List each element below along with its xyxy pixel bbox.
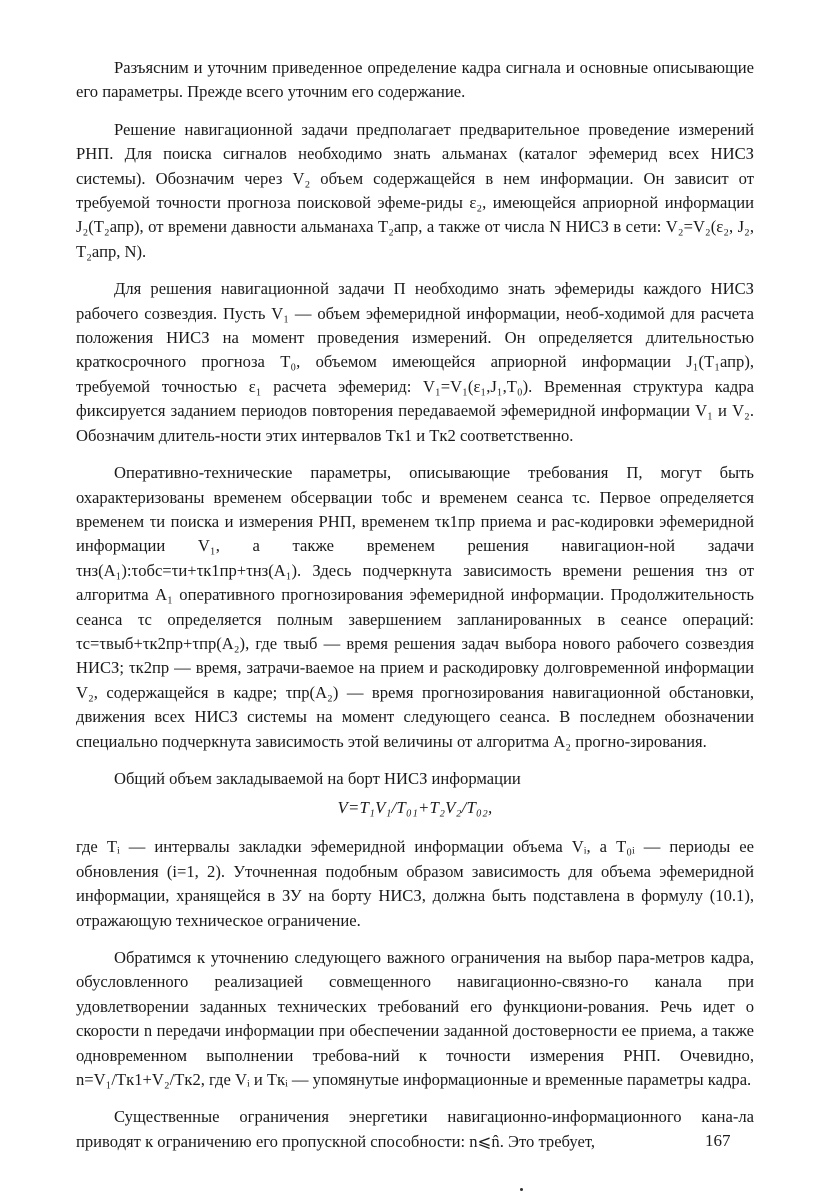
paragraph-rate-constraint: Обратимся к уточнению следующего важного ограничения на выбор пара-метров кадра, обусловленного реализацией совмещенного навигационно-связно-го канала при удовлетворении заданных технических требований его функциони-рования. Речь идет о скорости n передачи информации при обеспечении заданной достоверности ее приема, а также одновременном выполнении требова-ний к точности измерения РНП. Очевидно, n=V₁/Tк1+V₂/Tк2, где Vᵢ и Tкᵢ — упомянутые информационные и временные параметры кадра.	[76, 948, 754, 1090]
paragraph-ephemeris: Для решения навигационной задачи П необходимо знать эфемериды каждого НИСЗ рабочего созвездия. Пусть V₁ — объем эфемеридной информации, необ-ходимой для расчета положения НИСЗ на момент проведения измерений. Он определяется длительностью краткосрочного прогноза T₀, объемом имеющейся априорной информации J₁(T₁апр), требуемой точностью ε₁ расчета эфемерид: V₁=V₁(ε₁,J₁,T₀). Временная структура кадра фиксируется заданием периодов повторения передаваемой эфемеридной информации V₁ и V₂. Обозначим длитель-ности этих интервалов Tк1 и Tк2 соответственно.	[76, 279, 754, 445]
paragraph-almanac: Решение навигационной задачи предполагает предварительное проведение измерений РНП. Для поиска сигналов необходимо знать альманах (каталог эфемерид всех НИСЗ системы). Обозначим через V₂ объем содержащейся в нем информации. Он зависит от требуемой точности прогноза поисковой эфеме-риды ε₂, имеющейся априорной информации J₂(T₂апр), от времени давности альманаха T₂апр, а также от числа N НИСЗ в сети: V₂=V₂(ε₂, J₂, T₂апр, N).	[76, 119, 754, 261]
paragraph-operational-params: Оперативно-технические параметры, описывающие требования П, могут быть охарактеризованы временем обсервации τобс и временем сеанса τс. Первое определяется временем τи поиска и измерения РНП, временем τк1пр приема и рас-кодировки эфемеридной информации V₁, а также временем решения навигацион-ной задачи τнз(A₁):τобс=τи+τк1пр+τнз(A₁). Здесь подчеркнута зависимость времени решения τнз от алгоритма A₁ оперативного прогнозирования эфемеридной информации. Продолжительность сеанса τс определяется полным завершением запланированных в сеансе операций: τс=τвыб+τк2пр+τпр(A₂), где τвыб — время решения задач выбора нового рабочего созвездия НИСЗ; τк2пр — время, затрачи-ваемое на прием и раскодировку долговременной информации V₂, содержащейся в кадре; τпр(A₂) — время прогнозирования навигационной обстановки, движения всех НИСЗ системы на момент следующего сеанса. В последнем обозначении специально подчеркнута зависимость этой величины от алгоритма A₂ прогно-зирования.	[76, 463, 754, 751]
volume-formula: V=T₁V₁/T₀₁+T₂V₂/T₀₂,	[337, 798, 493, 818]
paragraph-formula-explanation: где Tᵢ — интервалы закладки эфемеридной информации объема Vᵢ, а T₀ᵢ — периоды ее обновления (i=1, 2). Уточненная подобным образом зависимость для объема эфемеридной информации, хранящейся в ЗУ на борту НИСЗ, должна быть подставлена в формулу (10.1), отражающую техническое ограничение.	[76, 837, 754, 930]
paragraph-total-volume: Общий объем закладываемой на борт НИСЗ информации	[114, 768, 521, 788]
scan-speck	[520, 1188, 523, 1191]
paragraph-intro: Разъясним и уточним приведенное определение кадра сигнала и основные описывающие его параметры. Прежде всего уточним его содержание.	[76, 58, 754, 102]
page-number: 167	[705, 1131, 731, 1150]
page-body	[76, 56, 754, 1167]
paragraph-energy-constraint: Существенные ограничения энергетики навигационно-информационного кана-ла приводят к ограничению его пропускной способности: n⩽n̂. Это требует,	[76, 1107, 754, 1151]
